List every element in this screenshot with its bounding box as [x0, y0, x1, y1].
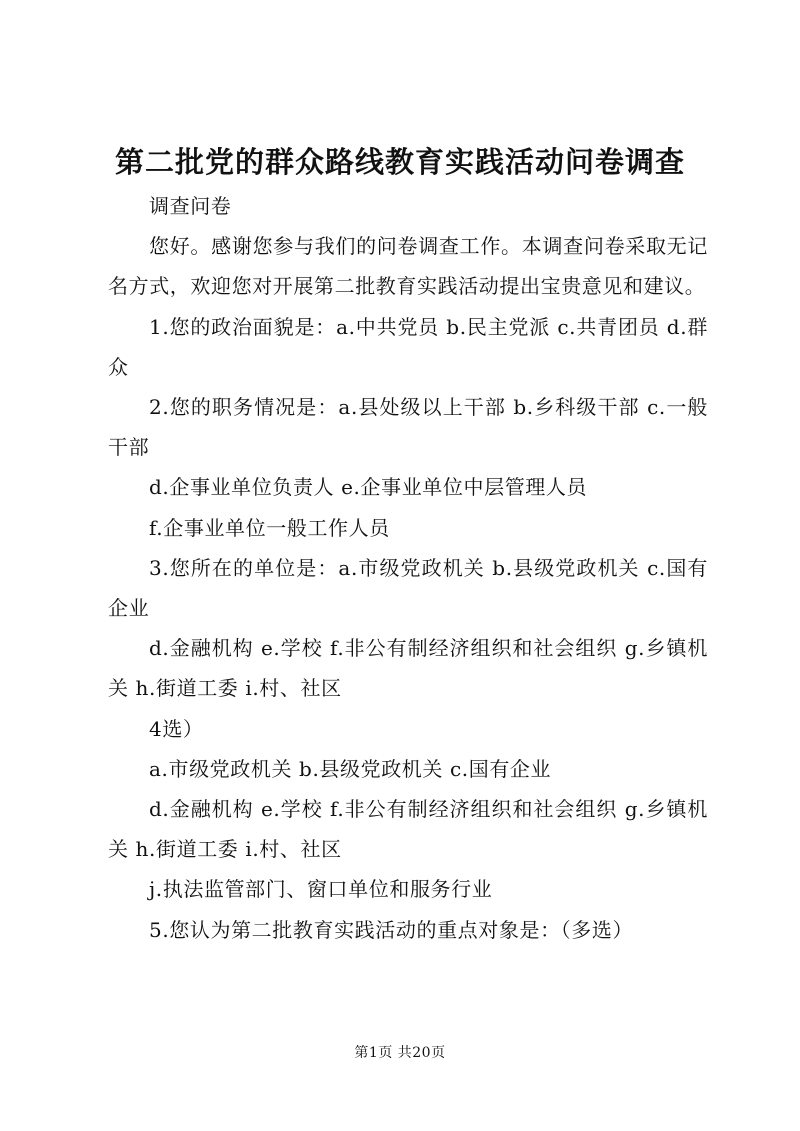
question-1-political-status: 1.您的政治面貌是：a.中共党员 b.民主党派 c.共青团员 d.群众: [108, 314, 708, 379]
document-body: [108, 186, 708, 950]
paragraph-greeting: 您好。感谢您参与我们的问卷调查工作。本调查问卷采取无记名方式，欢迎您对开展第二批教育实践活动提出宝贵意见和建议。: [108, 234, 708, 299]
question-2-option-f: f.企事业单位一般工作人员: [149, 515, 390, 540]
paragraph-survey-label: 调查问卷: [149, 194, 232, 218]
question-4-option-j: j.执法监管部门、窗口单位和服务行业: [149, 877, 493, 902]
question-4-options-a-c: a.市级党政机关 b.县级党政机关 c.国有企业: [149, 756, 552, 781]
question-2-position: 2.您的职务情况是：a.县处级以上干部 b.乡科级干部 c.一般干部: [108, 395, 708, 460]
document-title: 第二批党的群众路线教育实践活动问卷调查: [114, 145, 685, 179]
page-footer: 第1页 共20页: [354, 1045, 446, 1061]
question-4-fragment: 4选）: [149, 716, 204, 741]
question-4-options-d-i: d.金融机构 e.学校 f.非公有制经济组织和社会组织 g.乡镇机关 h.街道工委 i.村、社区: [108, 797, 708, 862]
question-2-options-de: d.企事业单位负责人 e.企事业单位中层管理人员: [149, 475, 588, 500]
question-3-unit: 3.您所在的单位是：a.市级党政机关 b.县级党政机关 c.国有企业: [108, 555, 708, 621]
question-5-key-targets: 5.您认为第二批教育实践活动的重点对象是：（多选）: [149, 917, 634, 942]
question-3-options-d-i: d.金融机构 e.学校 f.非公有制经济组织和社会组织 g.乡镇机关 h.街道工委 i.村、社区: [108, 636, 708, 701]
